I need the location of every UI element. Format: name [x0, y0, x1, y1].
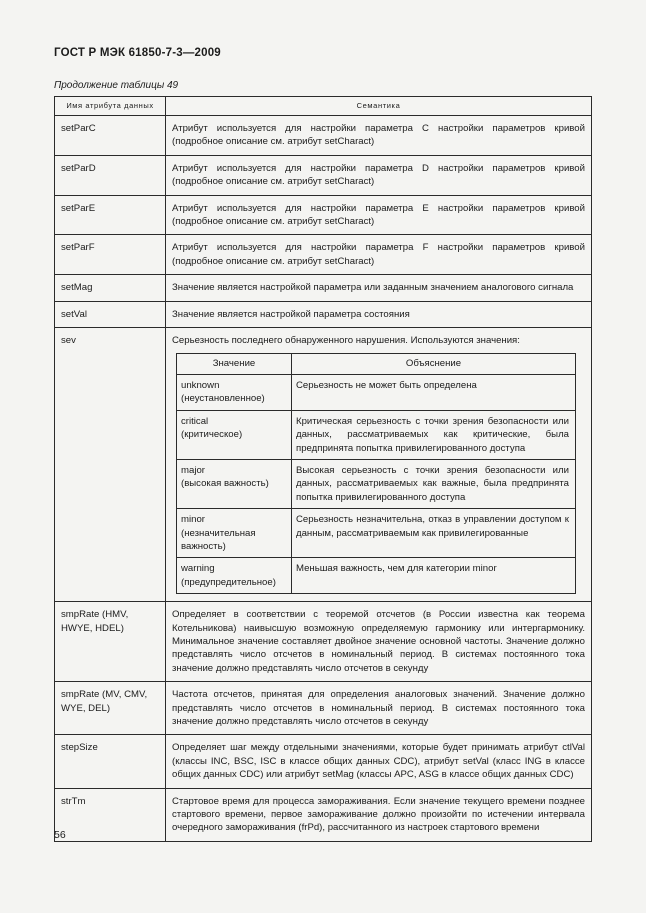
attribute-semantics: Значение является настройкой параметра или заданным значением аналогового сигнала [166, 275, 592, 301]
table-row [55, 735, 592, 788]
header-explanation: Объяснение [292, 354, 576, 374]
severity-explanation: Меньшая важность, чем для категории minor [292, 558, 576, 594]
severity-explanation: Критическая серьезность с точки зрения безопасности или данных, рассматриваемых как критические, была предпринята попытка привилегированного доступа [292, 410, 576, 459]
header-attribute-name: Имя атрибута данных [55, 97, 166, 116]
attribute-semantics: Значение является настройкой параметра состояния [166, 301, 592, 327]
document-header: ГОСТ Р МЭК 61850-7-3—2009 [54, 47, 221, 59]
value-translation: (незначительная важность) [181, 527, 256, 552]
table-row [55, 116, 592, 156]
severity-value [177, 410, 292, 459]
value-translation: (неустановленное) [181, 393, 265, 405]
attribute-name: setVal [55, 301, 166, 327]
table-row [55, 155, 592, 195]
attribute-semantics: Стартовое время для процесса замораживания. Если значение текущего времени позднее стартового времени, первое замораживание должно произойти по истечении интервала очередного замораживания (frPd), рассчитанного из настроек стартового времени [166, 788, 592, 841]
table-row [55, 195, 592, 235]
attribute-semantics: Атрибут используется для настройки параметра C настройки параметров кривой (подробное описание см. атрибут setCharact) [166, 116, 592, 156]
attribute-name: setMag [55, 275, 166, 301]
value-translation: (предупредительное) [181, 576, 276, 588]
severity-value [177, 459, 292, 508]
value-code: critical [181, 415, 209, 427]
value-translation: (критическое) [181, 429, 243, 441]
table-row [55, 301, 592, 327]
table-caption: Продолжение таблицы 49 [54, 80, 179, 91]
severity-row [177, 459, 576, 508]
table-row [55, 682, 592, 735]
value-code: major [181, 464, 205, 476]
table-row [55, 275, 592, 301]
header-value: Значение [177, 354, 292, 374]
attribute-semantics: Определяет в соответствии с теоремой отсчетов (в России известна как теорема Котельникова) наивысшую возможную определяемую гармонику или интергармонику. Минимальное значение составляет двойное значение основной частоты. Значение должно представлять число отсчетов в номинальный период. В системах постоянного тока значение должно представлять число отсчетов в секунду [166, 602, 592, 682]
severity-row [177, 374, 576, 410]
attribute-semantics [166, 328, 592, 602]
attribute-name: smpRate (MV, CMV, WYE, DEL) [55, 682, 166, 735]
severity-explanation: Высокая серьезность с точки зрения безопасности или данных, рассматриваемых как важные, была предпринята попытка привилегированного доступа [292, 459, 576, 508]
attribute-semantics: Частота отсчетов, принятая для определения аналоговых значений. Значение должно представлять число отсчетов в номинальный период. В системах постоянного тока значение должно представлять число отсчетов в секунду [166, 682, 592, 735]
attribute-name: stepSize [55, 735, 166, 788]
severity-values-table [176, 353, 576, 594]
table-row [55, 788, 592, 841]
table-row [55, 328, 592, 602]
attribute-semantics: Определяет шаг между отдельными значениями, которые будет принимать атрибут ctlVal (классы INC, BSC, ISC в классе общих данных CDC), атрибут setVal (класс ING в классе общих данных CDC) или атрибут setMag (классы APC, ASG в классе общих данных CDC) [166, 735, 592, 788]
attribute-name: setParF [55, 235, 166, 275]
severity-value [177, 558, 292, 594]
header-semantics: Семантика [166, 97, 592, 116]
attribute-semantics: Атрибут используется для настройки параметра F настройки параметров кривой (подробное описание см. атрибут setCharact) [166, 235, 592, 275]
table-row [55, 235, 592, 275]
value-translation: (высокая важность) [181, 478, 269, 490]
attribute-name: smpRate (HMV, HWYE, HDEL) [55, 602, 166, 682]
attributes-table [54, 96, 592, 842]
attribute-name: setParC [55, 116, 166, 156]
table-header-row [55, 97, 592, 116]
severity-explanation: Серьезность незначительна, отказ в управлении доступом к данным, рассматриваемым как привилегированные [292, 509, 576, 558]
attribute-name: setParE [55, 195, 166, 235]
severity-value [177, 374, 292, 410]
severity-row [177, 509, 576, 558]
attribute-semantics: Атрибут используется для настройки параметра D настройки параметров кривой (подробное описание см. атрибут setCharact) [166, 155, 592, 195]
severity-explanation: Серьезность не может быть определена [292, 374, 576, 410]
table-row [55, 602, 592, 682]
value-code: unknown [181, 379, 220, 391]
attribute-name: sev [55, 328, 166, 602]
page-number: 56 [54, 829, 66, 841]
severity-row [177, 558, 576, 594]
attribute-name: setParD [55, 155, 166, 195]
severity-row [177, 410, 576, 459]
sev-intro: Серьезность последнего обнаруженного нарушения. Используются значения: [172, 335, 520, 347]
severity-header-row [177, 354, 576, 374]
attribute-semantics: Атрибут используется для настройки параметра E настройки параметров кривой (подробное описание см. атрибут setCharact) [166, 195, 592, 235]
severity-value [177, 509, 292, 558]
value-code: warning [181, 563, 215, 575]
attribute-name: strTm [55, 788, 166, 841]
value-code: minor [181, 514, 205, 526]
